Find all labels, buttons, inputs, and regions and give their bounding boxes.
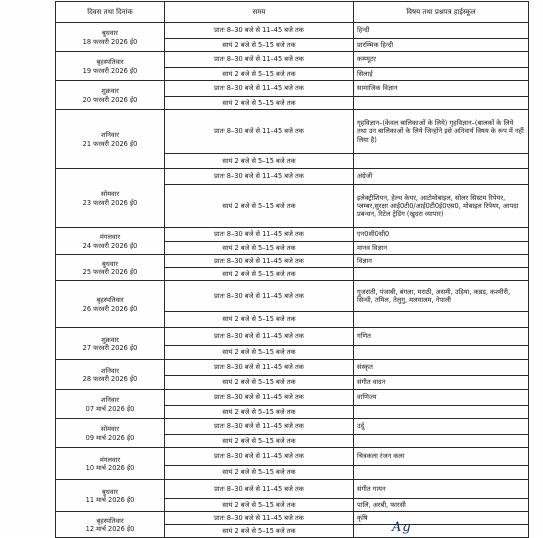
header-subject: विषय तथा प्रश्नपत्र हाईस्कूल bbox=[354, 2, 529, 23]
subject-cell: संगीत वादन bbox=[354, 376, 529, 390]
time-cell: सायं 2 बजे से 5–15 बजे तक bbox=[165, 435, 354, 448]
subject-cell bbox=[354, 406, 529, 419]
day-cell bbox=[56, 390, 165, 419]
subject-cell: उर्दू bbox=[354, 419, 529, 435]
day-cell bbox=[56, 448, 165, 480]
day-cell bbox=[56, 110, 165, 169]
day-cell bbox=[56, 23, 165, 52]
table-row bbox=[56, 281, 529, 312]
table-row bbox=[56, 419, 529, 435]
subject-cell: संगीत गायन bbox=[354, 480, 529, 499]
time-cell: प्रातः 8–30 बजे से 11–45 बजे तक bbox=[165, 81, 354, 97]
day-date: 19 फरवरी 2026 ई0 bbox=[82, 66, 138, 75]
time-cell: सायं 2 बजे से 5–15 बजे तक bbox=[165, 68, 354, 81]
subject-cell: संस्कृत bbox=[354, 360, 529, 376]
day-date: 11 मार्च 2026 ई0 bbox=[85, 496, 135, 504]
subject-cell: पालि, अरबी, फारसी bbox=[354, 499, 529, 512]
time-cell: प्रातः 8–30 बजे से 11–45 बजे तक bbox=[165, 480, 354, 499]
day-date: 09 मार्च 2026 ई0 bbox=[85, 433, 135, 442]
subject-cell: वाणिज्य bbox=[354, 390, 529, 406]
table-row bbox=[56, 81, 529, 97]
subject-cell bbox=[354, 312, 529, 328]
day-cell bbox=[56, 52, 165, 81]
day-name: शनिवार bbox=[101, 131, 119, 140]
table-row bbox=[56, 169, 529, 185]
subject-cell bbox=[354, 154, 529, 169]
subject-cell: गुजराती, पंजाबी, बंगला, मराठी, असमी, उड़िया, कन्नड़, कश्मीरी, सिन्धी, तमिल, तेलुगु, मलयालम, नेपाली bbox=[354, 281, 529, 312]
time-cell: सायं 2 बजे से 5–15 बजे तक bbox=[165, 466, 354, 480]
day-date: 24 फरवरी 2026 ई0 bbox=[82, 241, 138, 250]
subject-cell: सामाजिक विज्ञान bbox=[354, 81, 529, 97]
table-row bbox=[56, 512, 529, 525]
table-row bbox=[56, 480, 529, 499]
day-name: मंगलवार bbox=[99, 455, 121, 464]
subject-cell: मानव विज्ञान bbox=[354, 242, 529, 255]
time-cell: प्रातः 8–30 बजे से 11–45 बजे तक bbox=[165, 110, 354, 154]
subject-cell bbox=[354, 97, 529, 110]
time-cell: प्रातः 8–30 बजे से 11–45 बजे तक bbox=[165, 281, 354, 312]
subject-cell: इलेक्ट्रीशियन, हेल्थ केयर, आटोमोबाइल, सोलर सिस्टम रिपेयर, प्लम्बर,सुरक्षा आई0टी0/आई0टी0ई0एस0, मोबाइल रिपेयर, आपदा प्रबन्धन, रिटेल ट्रेडिंग (खुदरा व्यापार) bbox=[354, 185, 529, 228]
table-row bbox=[56, 360, 529, 376]
time-cell: सायं 2 बजे से 5–15 बजे तक bbox=[165, 406, 354, 419]
subject-cell: सिलाई bbox=[354, 68, 529, 81]
subject-cell: हिन्दी bbox=[354, 23, 529, 39]
time-cell: प्रातः 8–30 बजे से 11–45 बजे तक bbox=[165, 23, 354, 39]
header-date: दिवस तथा दिनांक bbox=[56, 2, 165, 23]
day-date: 27 फरवरी 2026 ई0 bbox=[82, 344, 138, 352]
day-date: 20 फरवरी 2026 ई0 bbox=[82, 95, 138, 104]
subject-cell: कम्प्यूटर bbox=[354, 52, 529, 68]
day-name: बृहस्पतिवार bbox=[96, 296, 124, 305]
table-row bbox=[56, 228, 529, 242]
time-cell: प्रातः 8–30 बजे से 11–45 बजे तक bbox=[165, 328, 354, 346]
exam-schedule-table bbox=[55, 1, 529, 538]
time-cell: प्रातः 8–30 बजे से 11–45 बजे तक bbox=[165, 169, 354, 185]
day-date: 23 फरवरी 2026 ई0 bbox=[82, 198, 138, 207]
time-cell: सायं 2 बजे से 5–15 बजे तक bbox=[165, 525, 354, 538]
day-cell bbox=[56, 228, 165, 255]
table-row bbox=[56, 52, 529, 68]
time-cell: सायं 2 बजे से 5–15 बजे तक bbox=[165, 346, 354, 360]
subject-cell bbox=[354, 346, 529, 360]
day-date: 12 मार्च 2026 ई0 bbox=[85, 525, 135, 533]
time-cell: प्रातः 8–30 बजे से 11–45 बजे तक bbox=[165, 360, 354, 376]
subject-cell: गणित bbox=[354, 328, 529, 346]
time-cell: प्रातः 8–30 बजे से 11–45 बजे तक bbox=[165, 419, 354, 435]
header-row bbox=[56, 2, 529, 23]
day-cell bbox=[56, 512, 165, 538]
time-cell: सायं 2 बजे से 5–15 बजे तक bbox=[165, 97, 354, 110]
subject-cell bbox=[354, 466, 529, 480]
time-cell: प्रातः 8–30 बजे से 11–45 बजे तक bbox=[165, 52, 354, 68]
time-cell: प्रातः 8–30 बजे से 11–45 बजे तक bbox=[165, 228, 354, 242]
day-date: 21 फरवरी 2026 ई0 bbox=[82, 139, 138, 148]
subject-cell bbox=[354, 435, 529, 448]
day-date: 25 फरवरी 2026 ई0 bbox=[82, 268, 138, 276]
table-row bbox=[56, 390, 529, 406]
day-cell bbox=[56, 419, 165, 448]
subject-cell: प्रारम्भिक हिन्दी bbox=[354, 39, 529, 52]
time-cell: सायं 2 बजे से 5–15 बजे तक bbox=[165, 499, 354, 512]
subject-cell: अंग्रेजी bbox=[354, 169, 529, 185]
subject-cell: चित्रकला रंजन कला bbox=[354, 448, 529, 466]
day-cell bbox=[56, 281, 165, 328]
header-time: समय bbox=[165, 2, 354, 23]
day-cell bbox=[56, 81, 165, 110]
time-cell: प्रातः 8–30 बजे से 11–45 बजे तक bbox=[165, 255, 354, 268]
subject-cell bbox=[354, 525, 529, 538]
day-name: बृहस्पतिवार bbox=[96, 516, 124, 525]
time-cell: प्रातः 8–30 बजे से 11–45 बजे तक bbox=[165, 512, 354, 525]
time-cell: सायं 2 बजे से 5–15 बजे तक bbox=[165, 242, 354, 255]
day-date: 28 फरवरी 2026 ई0 bbox=[82, 375, 138, 383]
day-date: 26 फरवरी 2026 ई0 bbox=[82, 304, 138, 313]
table-row bbox=[56, 255, 529, 268]
subject-cell: गृहविज्ञान–(केवल बालिकाओं के लिये) गृहविज्ञान–(बालकों के लिये तथा उन बालिकाओं के लिये जिन्होंने इसे अनिवार्य विषय के रूप में नहीं लिया है) bbox=[354, 110, 529, 154]
day-name: बृहस्पतिवार bbox=[96, 58, 124, 67]
day-cell bbox=[56, 255, 165, 281]
subject-cell bbox=[354, 268, 529, 281]
table-row bbox=[56, 328, 529, 346]
time-cell: सायं 2 बजे से 5–15 बजे तक bbox=[165, 39, 354, 52]
day-cell bbox=[56, 360, 165, 390]
time-cell: सायं 2 बजे से 5–15 बजे तक bbox=[165, 185, 354, 228]
day-date: 07 मार्च 2026 ई0 bbox=[85, 404, 135, 413]
day-name: शनिवार bbox=[101, 366, 119, 375]
day-name: सोमवार bbox=[100, 425, 120, 434]
day-name: सोमवार bbox=[100, 190, 120, 199]
table-row bbox=[56, 110, 529, 154]
time-cell: सायं 2 बजे से 5–15 बजे तक bbox=[165, 312, 354, 328]
subject-cell: विज्ञान bbox=[354, 255, 529, 268]
day-name: बुधवार bbox=[102, 259, 118, 268]
table-row bbox=[56, 23, 529, 39]
time-cell: सायं 2 बजे से 5–15 बजे तक bbox=[165, 376, 354, 390]
time-cell: प्रातः 8–30 बजे से 11–45 बजे तक bbox=[165, 390, 354, 406]
subject-cell: एन0सी0सी0 bbox=[354, 228, 529, 242]
day-name: बुधवार bbox=[102, 29, 118, 38]
table-row bbox=[56, 448, 529, 466]
day-date: 10 मार्च 2026 ई0 bbox=[85, 464, 135, 472]
day-cell bbox=[56, 328, 165, 360]
day-name: शुक्रवार bbox=[101, 335, 119, 344]
schedule-body bbox=[56, 23, 529, 538]
day-cell bbox=[56, 480, 165, 512]
time-cell: सायं 2 बजे से 5–15 बजे तक bbox=[165, 268, 354, 281]
signature: Ag bbox=[392, 520, 412, 535]
day-name: शुक्रवार bbox=[101, 87, 119, 96]
time-cell: सायं 2 बजे से 5–15 बजे तक bbox=[165, 154, 354, 169]
subject-cell: कृषि bbox=[354, 512, 529, 525]
day-cell bbox=[56, 169, 165, 228]
day-name: शनिवार bbox=[101, 396, 119, 405]
day-name: मंगलवार bbox=[99, 233, 121, 242]
time-cell: प्रातः 8–30 बजे से 11–45 बजे तक bbox=[165, 448, 354, 466]
day-name: बुधवार bbox=[102, 487, 118, 496]
day-date: 18 फरवरी 2026 ई0 bbox=[82, 37, 138, 46]
